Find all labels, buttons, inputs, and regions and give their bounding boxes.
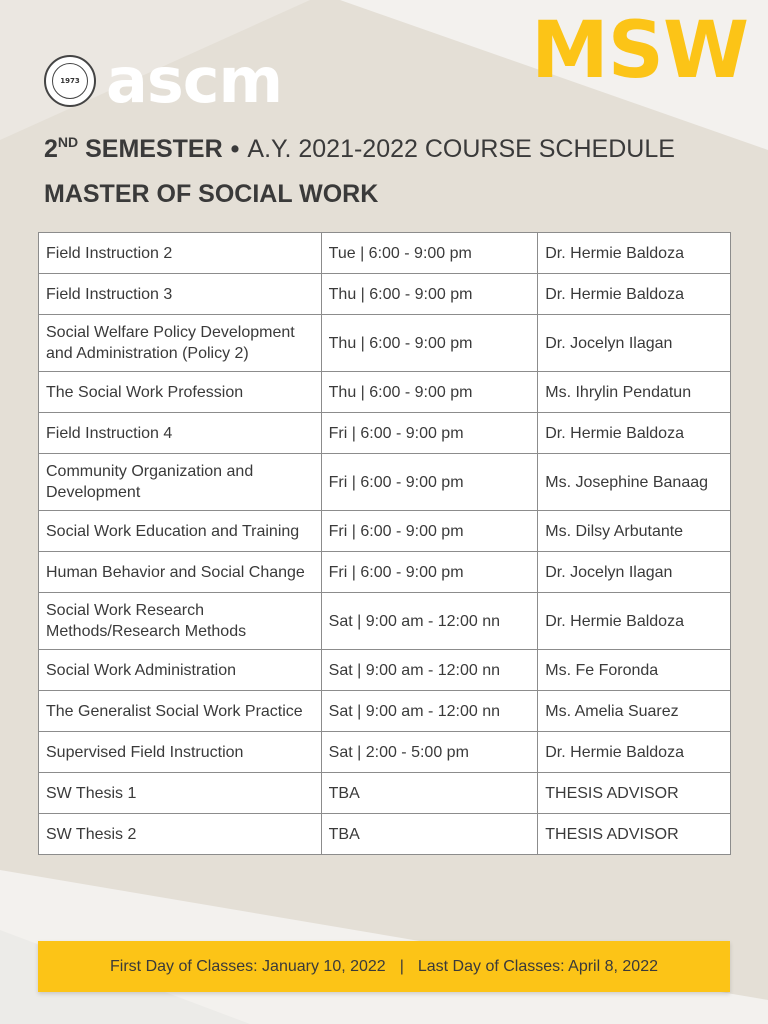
school-seal-icon [44,55,96,107]
table-row [39,315,731,372]
schedule-cell: TBA [321,814,538,855]
instructor-cell: THESIS ADVISOR [538,814,731,855]
course-cell: Field Instruction 2 [39,233,322,274]
course-cell: Social Work Research Methods/Research Methods [39,593,322,650]
course-cell: The Generalist Social Work Practice [39,691,322,732]
table-row [39,552,731,593]
table-row [39,372,731,413]
instructor-cell: THESIS ADVISOR [538,773,731,814]
schedule-cell: Fri | 6:00 - 9:00 pm [321,454,538,511]
seal-year: 1973 [52,63,88,99]
instructor-cell: Ms. Amelia Suarez [538,691,731,732]
schedule-cell: Fri | 6:00 - 9:00 pm [321,552,538,593]
ascm-logo [44,44,283,117]
instructor-cell: Dr. Hermie Baldoza [538,732,731,773]
course-cell: The Social Work Profession [39,372,322,413]
table-row [39,233,731,274]
footer-separator: | [399,957,404,975]
course-cell: Field Instruction 4 [39,413,322,454]
schedule-cell: Sat | 9:00 am - 12:00 nn [321,691,538,732]
course-cell: Social Welfare Policy Development and Administration (Policy 2) [39,315,322,372]
schedule-cell: Sat | 2:00 - 5:00 pm [321,732,538,773]
schedule-title: A.Y. 2021-2022 COURSE SCHEDULE [247,135,675,163]
table-row [39,814,731,855]
course-cell: SW Thesis 1 [39,773,322,814]
course-cell: Social Work Administration [39,650,322,691]
logo-wordmark: ascm [106,44,283,117]
instructor-cell: Dr. Hermie Baldoza [538,593,731,650]
schedule-cell: Sat | 9:00 am - 12:00 nn [321,593,538,650]
title-separator: • [230,135,240,163]
course-cell: Human Behavior and Social Change [39,552,322,593]
first-day-text: First Day of Classes: January 10, 2022 [110,957,386,975]
course-cell: Field Instruction 3 [39,274,322,315]
course-schedule-table [38,232,731,855]
page-title [44,134,675,164]
schedule-cell: Thu | 6:00 - 9:00 pm [321,274,538,315]
table-row [39,593,731,650]
schedule-cell: Thu | 6:00 - 9:00 pm [321,372,538,413]
schedule-cell: Tue | 6:00 - 9:00 pm [321,233,538,274]
table-row [39,511,731,552]
instructor-cell: Dr. Hermie Baldoza [538,274,731,315]
instructor-cell: Dr. Hermie Baldoza [538,233,731,274]
instructor-cell: Ms. Dilsy Arbutante [538,511,731,552]
table-row [39,650,731,691]
instructor-cell: Ms. Josephine Banaag [538,454,731,511]
instructor-cell: Dr. Jocelyn Ilagan [538,552,731,593]
schedule-cell: Fri | 6:00 - 9:00 pm [321,511,538,552]
instructor-cell: Dr. Hermie Baldoza [538,413,731,454]
course-cell: Community Organization and Development [39,454,322,511]
table-row [39,691,731,732]
course-cell: Social Work Education and Training [39,511,322,552]
class-dates-banner [38,941,730,992]
program-tag: MSW [531,6,748,96]
program-title: MASTER OF SOCIAL WORK [44,180,379,208]
course-cell: Supervised Field Instruction [39,732,322,773]
table-row [39,454,731,511]
instructor-cell: Ms. Fe Foronda [538,650,731,691]
semester-label: 2ND SEMESTER [44,134,223,163]
table-row [39,773,731,814]
table-row [39,413,731,454]
schedule-cell: Thu | 6:00 - 9:00 pm [321,315,538,372]
table-row [39,732,731,773]
instructor-cell: Dr. Jocelyn Ilagan [538,315,731,372]
schedule-cell: Sat | 9:00 am - 12:00 nn [321,650,538,691]
schedule-cell: TBA [321,773,538,814]
last-day-text: Last Day of Classes: April 8, 2022 [417,957,658,975]
course-cell: SW Thesis 2 [39,814,322,855]
schedule-cell: Fri | 6:00 - 9:00 pm [321,413,538,454]
instructor-cell: Ms. Ihrylin Pendatun [538,372,731,413]
table-row [39,274,731,315]
